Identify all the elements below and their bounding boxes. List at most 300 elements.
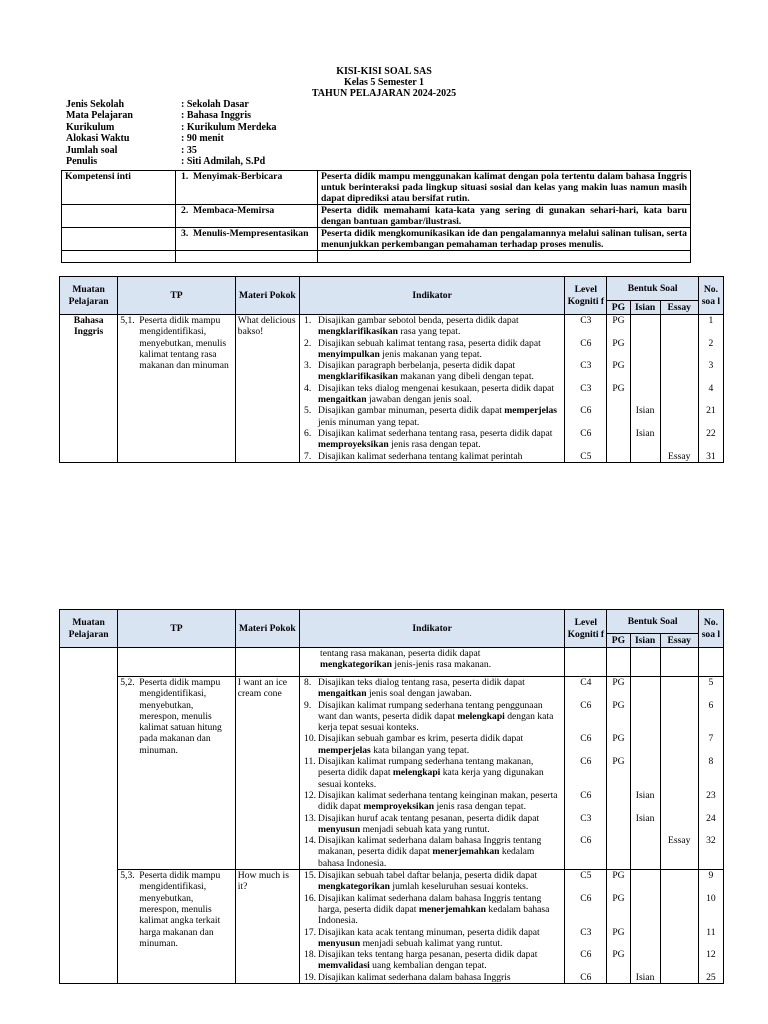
indicator-text: Disajikan sebuah gambar es krim, peserta didik dapat memperjelas kata bilangan yang tepat. <box>318 733 524 756</box>
no-stack <box>701 677 721 869</box>
table-row-continuation <box>60 648 724 677</box>
isian-value: Isian <box>635 405 655 417</box>
pg-value: PG <box>612 756 625 768</box>
indikator-cell <box>300 648 565 677</box>
indicator-text: Disajikan kalimat sederhana dalam bahasa Inggris tentang makanan, peserta didik dapat menerjemahkan kedalam bahasa Indonesia. <box>318 835 542 869</box>
competency-table <box>61 170 691 263</box>
header-muatan: Muatan Pelajaran <box>60 610 118 648</box>
table-row <box>60 315 724 463</box>
level-value: C3 <box>580 812 592 824</box>
isian-value <box>633 835 658 869</box>
level-value: C6 <box>580 337 592 349</box>
level-stack <box>567 677 604 869</box>
empty-cell <box>318 251 691 263</box>
indicator-text: Disajikan huruf acak tentang pesanan, peserta didik dapat menyusun menjadi sebuah kata yang runtut. <box>318 812 540 835</box>
question-number: 31 <box>706 450 716 462</box>
indicator-number: 11. <box>304 756 316 768</box>
competency-desc: Peserta didik mengkomunikasikan ide dan pengalamannya melalui salinan tulisan, serta menunjukkan perkembangan pemahaman terhadap proses menulis. <box>318 228 691 251</box>
tp-cell-empty <box>118 648 236 677</box>
indicator-item <box>302 405 562 428</box>
level-col <box>565 315 607 463</box>
indicator-item <box>302 360 562 383</box>
info-row <box>66 99 277 110</box>
isian-value <box>633 870 658 893</box>
pg-value: PG <box>612 733 625 745</box>
indicator-item <box>302 835 562 869</box>
header-materi: Materi Pokok <box>235 610 299 648</box>
indicator-item <box>302 451 562 462</box>
tp-text: Peserta didik mampu mengidentifikasi, menyebutkan, merespon, menulis kalimat angka terkait harga makanan dan minuman. <box>139 870 221 949</box>
info-value: : Siti Admilah, S.Pd <box>181 156 266 168</box>
isian-value <box>633 383 658 406</box>
empty-cell <box>176 251 318 263</box>
level-value: C6 <box>580 835 592 847</box>
indicator-verb: melengkapi <box>392 767 441 779</box>
isian-value <box>633 360 658 383</box>
level-value: C6 <box>580 971 592 983</box>
indicator-item <box>302 893 562 927</box>
header-level: Level Kogniti f <box>565 277 607 315</box>
pg-value <box>609 428 627 451</box>
tp-text: Peserta didik mampu mengidentifikasi, menyebutkan, merespon, menulis kalimat satuan hitung pada makanan dan minuman. <box>139 677 222 756</box>
competency-num: 2. <box>181 205 189 216</box>
header-tp: TP <box>118 610 236 648</box>
indicator-item <box>302 383 562 406</box>
level-value: C6 <box>580 789 592 801</box>
indicator-number: 15. <box>304 870 317 882</box>
level-value: C5 <box>580 870 592 882</box>
level-value: C3 <box>580 360 592 372</box>
pg-stack <box>609 870 627 983</box>
indicator-list <box>302 315 562 462</box>
identity-block <box>66 99 277 167</box>
document-class: Kelas 5 Semester 1 <box>343 77 425 88</box>
indicator-table-1 <box>59 276 724 463</box>
essay-value <box>663 700 696 734</box>
header-essay: Essay <box>660 301 698 315</box>
question-number: 8 <box>708 756 714 768</box>
indicator-verb: mengkategorikan <box>318 881 390 893</box>
indicator-item <box>302 733 562 756</box>
competency-name-text: Menulis-Mempresentasikan <box>193 228 309 239</box>
isian-value <box>633 949 658 972</box>
essay-col <box>660 870 698 984</box>
table-row <box>60 677 724 870</box>
indicator-text: Disajikan kata acak tentang minuman, peserta didik dapat menyusun menjadi sebuah kalimat yang runtut. <box>318 926 540 949</box>
indicator-item <box>302 972 562 983</box>
materi-cell: I want an ice cream cone <box>235 677 299 870</box>
indicator-table-2 <box>59 609 724 984</box>
pg-value: PG <box>612 949 625 961</box>
essay-value <box>663 756 696 790</box>
question-number: 32 <box>706 835 716 847</box>
competency-name <box>176 205 318 228</box>
indicator-item <box>302 700 562 734</box>
essay-stack <box>663 315 696 462</box>
indicator-number: 1. <box>304 315 312 326</box>
info-row <box>66 156 277 167</box>
competency-desc: Peserta didik memahami kata-kata yang sering di gunakan sehari-hari, kata baru dengan bantuan gambar/ilustrasi. <box>318 205 691 228</box>
indicator-verb: menyimpulkan <box>318 348 380 360</box>
pg-value: PG <box>612 315 625 326</box>
indicator-verb: memperjelas <box>504 405 558 417</box>
competency-row <box>62 205 691 228</box>
pg-col <box>607 677 630 870</box>
level-value: C6 <box>580 733 592 745</box>
question-number: 22 <box>706 427 716 439</box>
pg-col <box>607 315 630 463</box>
essay-value: Essay <box>668 835 691 847</box>
info-label: Alokasi Waktu <box>66 133 130 145</box>
isian-col <box>630 870 660 984</box>
indikator-cell <box>300 315 565 463</box>
pg-value: PG <box>612 926 625 938</box>
indicator-number: 12. <box>304 789 317 801</box>
competency-num: 3. <box>181 228 189 239</box>
header-pg: PG <box>607 634 630 648</box>
indicator-text: Disajikan kalimat sederhana tentang kalimat perintah <box>318 450 523 462</box>
essay-value <box>663 338 696 361</box>
isian-col <box>630 315 660 463</box>
empty-cell <box>607 648 630 677</box>
info-row <box>66 122 277 133</box>
info-value: : 90 menit <box>181 133 224 145</box>
question-number: 9 <box>708 870 714 882</box>
no-col <box>698 315 723 463</box>
level-value: C6 <box>580 949 592 961</box>
essay-stack <box>663 870 696 983</box>
competency-desc: Peserta didik mampu menggunakan kalimat dengan pola tertentu dalam bahasa Inggris untuk berinteraksi pada lingkup situasi sosial dan kelas yang makin luas namun masih dapat diprediksi atau bersifat rutin. <box>318 171 691 205</box>
indicator-text: Disajikan paragraph berbelanja, peserta didik dapat mengklarifikasikan makanan yang dibeli dengan tepat. <box>318 360 534 383</box>
indikator-cell <box>300 870 565 984</box>
indicator-verb: mengklarifikasikan <box>318 326 399 338</box>
question-number: 10 <box>706 892 716 904</box>
indicator-verb: memvalidasi <box>318 960 370 972</box>
indicator-verb: menyusun <box>318 937 361 949</box>
header-materi: Materi Pokok <box>235 277 299 315</box>
question-number: 1 <box>708 315 714 326</box>
header-bentuk: Bentuk Soal <box>607 277 698 301</box>
pg-col <box>607 870 630 984</box>
essay-value <box>663 927 696 950</box>
info-label: Jumlah soal <box>66 144 118 156</box>
header-indikator: Indikator <box>300 277 565 315</box>
question-number: 2 <box>708 337 714 349</box>
table-row <box>60 870 724 984</box>
indicator-item <box>302 756 562 790</box>
essay-stack <box>663 677 696 869</box>
competency-label: Kompetensi inti <box>62 171 176 205</box>
indicator-number: 17. <box>304 926 317 938</box>
indicator-text: jenis-jenis rasa makanan. <box>392 659 492 671</box>
indicator-number: 13. <box>304 812 317 824</box>
pg-stack <box>609 677 627 869</box>
competency-row-empty <box>62 251 691 263</box>
essay-value <box>663 870 696 893</box>
isian-value <box>633 893 658 927</box>
indikator-cell <box>300 677 565 870</box>
question-number: 3 <box>708 360 714 372</box>
competency-name <box>176 228 318 251</box>
info-row <box>66 133 277 144</box>
level-value: C3 <box>580 315 592 326</box>
info-value: : Sekolah Dasar <box>181 99 249 110</box>
tp-cell <box>118 870 236 984</box>
competency-name <box>176 171 318 205</box>
pg-value <box>609 972 627 983</box>
no-col <box>698 870 723 984</box>
indicator-item <box>302 677 562 700</box>
header-isian: Isian <box>630 301 660 315</box>
indicator-item <box>302 949 562 972</box>
question-number: 24 <box>706 812 716 824</box>
materi-cell: What delicious bakso! <box>235 315 299 463</box>
indicator-verb: memperjelas <box>318 744 371 756</box>
pg-value: PG <box>612 677 625 688</box>
no-stack <box>701 870 721 983</box>
indicator-verb: memproyeksikan <box>318 439 389 451</box>
header-bentuk: Bentuk Soal <box>607 610 698 634</box>
info-label: Mata Pelajaran <box>66 110 133 122</box>
tp-number: 5,3. <box>120 870 135 882</box>
pg-value <box>609 835 627 869</box>
essay-value <box>663 893 696 927</box>
competency-label-empty <box>62 228 176 251</box>
indicator-verb: menyusun <box>318 823 361 835</box>
pg-value <box>609 813 627 836</box>
essay-value <box>663 360 696 383</box>
info-label: Kurikulum <box>66 121 115 133</box>
indicator-text: Disajikan gambar minuman, peserta didik dapat memperjelas jenis minuman yang tepat. <box>318 405 558 428</box>
isian-value <box>633 677 658 700</box>
info-value: : 35 <box>181 144 197 156</box>
info-value: : Kurikulum Merdeka <box>181 121 277 133</box>
level-value: C6 <box>580 699 592 711</box>
indicator-number: 5. <box>304 405 312 417</box>
essay-value <box>663 733 696 756</box>
indicator-item <box>302 315 562 338</box>
indicator-number: 6. <box>304 427 312 439</box>
isian-value <box>633 733 658 756</box>
indicator-text: Disajikan kalimat rumpang sederhana tentang penggunaan want dan wants, peserta didik dapat melengkapi dengan kata kerja tepat sesuai konteks. <box>318 699 554 734</box>
info-row <box>66 145 277 156</box>
pg-value: PG <box>612 337 625 349</box>
indicator-text: Disajikan teks dialog tentang rasa, peserta didik dapat mengaitkan jenis soal dengan jawaban. <box>318 677 525 700</box>
info-row <box>66 110 277 121</box>
tp-cell <box>118 677 236 870</box>
pg-value: PG <box>612 699 625 711</box>
muatan-cell-empty <box>60 648 118 984</box>
tp-number: 5,1. <box>120 315 135 326</box>
indicator-list <box>302 870 562 983</box>
pg-value: PG <box>612 892 625 904</box>
essay-value <box>663 677 696 700</box>
level-value: C6 <box>580 427 592 439</box>
essay-value <box>663 972 696 983</box>
isian-stack <box>633 315 658 462</box>
tp-number: 5,2. <box>120 677 135 688</box>
question-number: 25 <box>706 971 716 983</box>
isian-value: Isian <box>635 971 655 983</box>
empty-cell <box>62 251 176 263</box>
header-muatan: Muatan Pelajaran <box>60 277 118 315</box>
indicator-text: tentang rasa makanan, peserta didik dapat <box>320 648 481 659</box>
competency-num: 1. <box>181 171 189 182</box>
indicator-item <box>302 338 562 361</box>
indicator-text: Disajikan sebuah tabel daftar belanja, peserta didik dapat mengkategorikan jumlah keseluruhan sesuai konteks. <box>318 870 538 893</box>
indicator-text: Disajikan kalimat sederhana dalam bahasa Inggris <box>318 971 511 983</box>
document-title: KISI-KISI SOAL SAS <box>336 66 432 77</box>
question-number: 12 <box>706 949 716 961</box>
indicator-verb: menerjemahkan <box>432 846 500 858</box>
header-indikator: Indikator <box>300 610 565 648</box>
pg-value: PG <box>612 382 625 394</box>
level-stack <box>567 870 604 983</box>
essay-col <box>660 315 698 463</box>
indicator-text: Disajikan gambar sebotol benda, peserta didik dapat mengklarifikasikan rasa yang tepat. <box>318 315 519 338</box>
indicator-number: 16. <box>304 892 317 904</box>
indicator-item <box>302 870 562 893</box>
isian-value <box>633 700 658 734</box>
indicator-number: 10. <box>304 733 317 745</box>
competency-row <box>62 171 691 205</box>
isian-value: Isian <box>635 427 655 439</box>
pg-value: PG <box>612 360 625 372</box>
question-number: 5 <box>708 677 714 688</box>
isian-stack <box>633 870 658 983</box>
isian-value <box>633 338 658 361</box>
indicator-number: 18. <box>304 949 317 961</box>
indicator-verb: memproyeksikan <box>363 801 435 813</box>
indicator-list <box>302 677 562 869</box>
question-number: 7 <box>708 733 714 745</box>
empty-cell <box>565 648 607 677</box>
question-number: 4 <box>708 382 714 394</box>
question-number: 21 <box>706 405 716 417</box>
level-value: C3 <box>580 926 592 938</box>
indicator-text: Disajikan kalimat sederhana tentang keinginan makan, peserta didik dapat memproyeksikan jenis rasa dengan tepat. <box>318 789 558 813</box>
indicator-number: 4. <box>304 382 312 394</box>
indicator-item <box>302 813 562 836</box>
essay-value <box>663 813 696 836</box>
header-level: Level Kogniti f <box>565 610 607 648</box>
isian-stack <box>633 677 658 869</box>
indicator-text: Disajikan kalimat rumpang sederhana tentang makanan, peserta didik dapat melengkapi kata kerja yang digunakan sesuai konteks. <box>318 756 544 790</box>
isian-value <box>633 927 658 950</box>
level-value: C5 <box>580 450 592 462</box>
indicator-number: 2. <box>304 337 312 349</box>
question-number: 11 <box>706 926 716 938</box>
level-value: C6 <box>580 892 592 904</box>
question-number: 6 <box>708 699 714 711</box>
isian-value <box>633 756 658 790</box>
isian-value: Isian <box>635 789 655 801</box>
empty-cell <box>698 648 723 677</box>
pg-value <box>609 405 627 428</box>
tp-cell <box>118 315 236 463</box>
indicator-text: Disajikan teks dialog mengenai kesukaan, peserta didik dapat mengaitkan jawaban dengan jenis soal. <box>318 382 555 406</box>
indicator-verb: melengkapi <box>457 710 505 722</box>
header-no: No. soa l <box>698 610 723 648</box>
empty-cell <box>660 648 698 677</box>
essay-value: Essay <box>668 450 691 462</box>
muatan-cell: Bahasa Inggris <box>60 315 118 463</box>
indicator-item <box>302 428 562 451</box>
header-tp: TP <box>118 277 236 315</box>
header-isian: Isian <box>630 634 660 648</box>
competency-label-empty <box>62 205 176 228</box>
competency-name-text: Menyimak-Berbicara <box>193 171 283 182</box>
essay-col <box>660 677 698 870</box>
isian-value <box>633 451 658 462</box>
no-col <box>698 677 723 870</box>
isian-value: Isian <box>635 812 655 824</box>
question-number: 23 <box>706 789 716 801</box>
isian-col <box>630 677 660 870</box>
level-stack <box>567 315 604 462</box>
materi-cell: How much is it? <box>235 870 299 984</box>
tp-text: Peserta didik mampu mengidentifikasi, menyebutkan, menulis kalimat tentang rasa makanan dan minuman <box>139 315 229 372</box>
indicator-number: 8. <box>304 677 312 688</box>
indicator-number: 7. <box>304 450 312 462</box>
indicator-number: 9. <box>304 699 312 711</box>
level-col <box>565 870 607 984</box>
indicator-text: Disajikan teks tentang harga pesanan, peserta didik dapat memvalidasi uang kembalian dengan tepat. <box>318 949 538 972</box>
no-stack <box>701 315 721 462</box>
pg-value <box>609 451 627 462</box>
level-value: C6 <box>580 756 592 768</box>
info-value: : Bahasa Inggris <box>181 110 252 122</box>
indicator-verb: mengkategorikan <box>320 659 392 671</box>
info-label: Jenis Sekolah <box>66 99 125 110</box>
materi-cell-empty <box>235 648 299 677</box>
indicator-number: 14. <box>304 835 317 847</box>
indicator-text: Disajikan sebuah kalimat tentang rasa, peserta didik dapat menyimpulkan jenis makanan yang tepat. <box>318 337 541 360</box>
essay-value <box>663 790 696 813</box>
indicator-number: 3. <box>304 360 312 372</box>
pg-stack <box>609 315 627 462</box>
level-value: C4 <box>580 677 592 688</box>
pg-value <box>609 790 627 813</box>
document-year: TAHUN PELAJARAN 2024-2025 <box>311 88 457 99</box>
indicator-verb: mengaitkan <box>318 394 367 406</box>
indicator-verb: mengaitkan <box>318 688 367 700</box>
header-essay: Essay <box>660 634 698 648</box>
level-value: C3 <box>580 382 592 394</box>
indicator-verb: menerjemahkan <box>418 903 486 915</box>
empty-cell <box>630 648 660 677</box>
indicator-number: 19. <box>304 971 317 983</box>
indicator-verb: mengklarifikasikan <box>318 371 399 383</box>
indicator-text: Disajikan kalimat sederhana tentang rasa, peserta didik dapat memproyeksikan jenis rasa dengan tepat. <box>318 427 553 451</box>
level-value: C6 <box>580 405 592 417</box>
header-no: No. soa l <box>698 277 723 315</box>
essay-value <box>663 428 696 451</box>
indicator-item <box>302 790 562 813</box>
level-col <box>565 677 607 870</box>
isian-value <box>633 315 658 338</box>
essay-value <box>663 315 696 338</box>
info-label: Penulis <box>66 156 98 168</box>
pg-value: PG <box>612 870 625 882</box>
competency-name-text: Membaca-Memirsa <box>193 205 275 216</box>
essay-value <box>663 405 696 428</box>
indicator-item <box>302 927 562 950</box>
essay-value <box>663 949 696 972</box>
essay-value <box>663 383 696 406</box>
header-pg: PG <box>607 301 630 315</box>
indicator-text: Disajikan kalimat sederhana dalam bahasa Inggris tentang harga, peserta didik dapat menerjemahkan kedalam bahasa Indonesia. <box>318 892 550 927</box>
